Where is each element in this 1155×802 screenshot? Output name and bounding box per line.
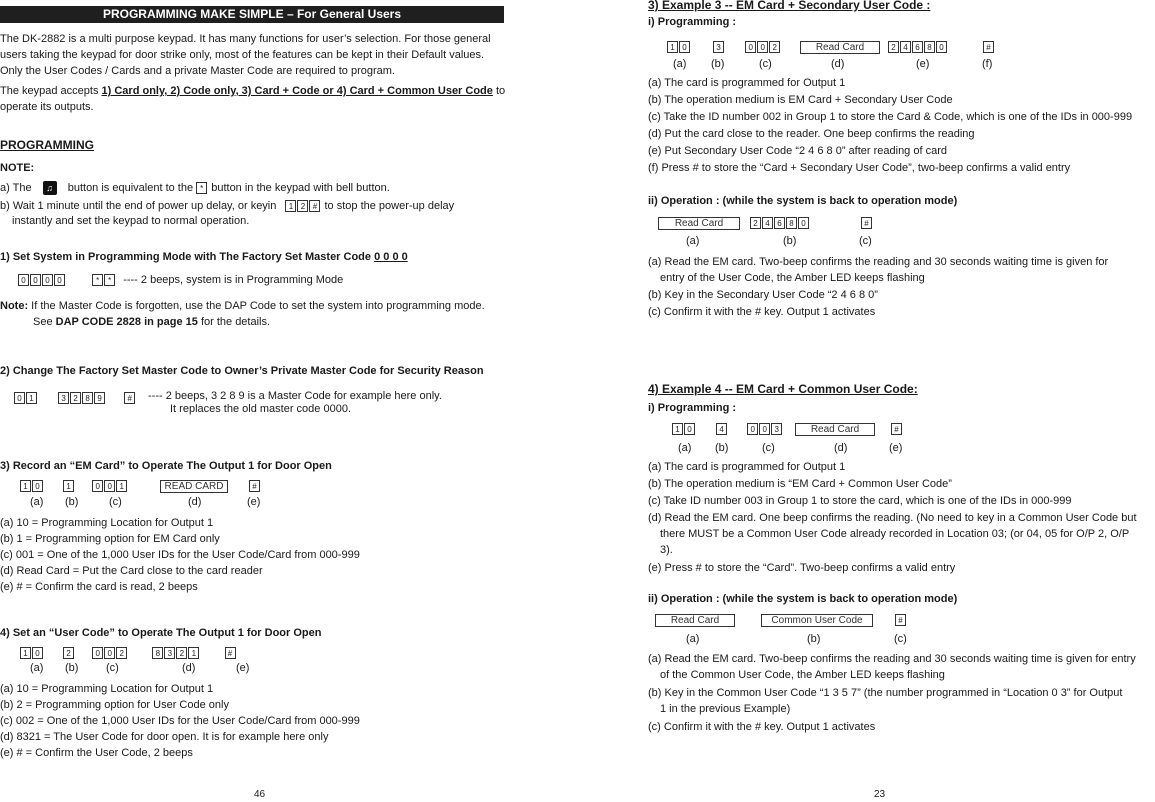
key-icon: 1 (285, 200, 296, 212)
list-item: (d) Put the card close to the reader. One beep confirms the reading (648, 128, 975, 140)
section-2-heading: 2) Change The Factory Set Master Code to Owner’s Private Master Code for Security Reason (0, 365, 484, 377)
hash-key-icon: # (249, 480, 260, 492)
read-card-box: Read Card (655, 614, 735, 627)
key-icon: 2 (888, 41, 899, 53)
note-b: b) Wait 1 minute until the end of power up delay, or keyin 1 2 # to stop the power-up delay (0, 200, 455, 212)
section-3-list (0, 515, 360, 595)
example-4-operation-heading: ii) Operation : (while the system is back to operation mode) (648, 593, 958, 605)
key-icon: 0 (92, 480, 103, 492)
label-e: (e) (247, 496, 261, 508)
key-icon: 0 (42, 274, 53, 286)
example-3-keys (667, 41, 781, 53)
label-b: (b) (807, 633, 821, 645)
star-key-icon: * (104, 274, 115, 286)
list-item: (c) Take ID number 003 in Group 1 to store the card, which is one of the IDs in 000-999 (648, 495, 1072, 507)
example-3-list (648, 75, 1132, 177)
star-key-icon: * (92, 274, 103, 286)
list-item-cont: 1 in the previous Example) (660, 703, 791, 715)
read-card-box: READ CARD (160, 480, 228, 493)
key-icon: 0 (936, 41, 947, 53)
list-item: (a) Read the EM card. Two-beep confirms the reading and 30 seconds waiting time is given for (648, 256, 1109, 268)
example-4-heading: 4) Example 4 -- EM Card + Common User Code: (648, 382, 918, 396)
key-icon: 0 (18, 274, 29, 286)
key-icon: 2 (176, 647, 187, 659)
key-icon: 1 (188, 647, 199, 659)
key-icon: 1 (20, 480, 31, 492)
key-icon: 1 (63, 480, 74, 492)
label-d: (d) (834, 442, 848, 454)
example-3-operation-list (648, 254, 1108, 320)
list-item: (c) Confirm it with the # key. Output 1 activates (648, 721, 876, 733)
left-page (0, 0, 520, 802)
key-icon: 3 (164, 647, 175, 659)
label-d: (d) (831, 58, 845, 70)
section-3-keys (20, 480, 128, 492)
key-icon: 4 (716, 423, 727, 435)
label-b: (b) (711, 58, 725, 70)
list-item: (b) 1 = Programming option for EM Card only (0, 533, 220, 545)
key-icon: 0 (684, 423, 695, 435)
label-a: (a) (30, 496, 44, 508)
list-item-cont: there MUST be a Common User Code already recorded in Location 03; (or 04, 05 for O/P 2, O/P (660, 528, 1130, 540)
label-c: (c) (894, 633, 907, 645)
label-c: (c) (762, 442, 775, 454)
list-item: (e) # = Confirm the card is read, 2 beeps (0, 581, 198, 593)
hash-key-icon: # (891, 423, 902, 435)
section-4-list (0, 681, 360, 761)
list-item: (b) The operation medium is EM Card + Secondary User Code (648, 94, 953, 106)
read-card-box: Read Card (800, 41, 880, 54)
note-heading: NOTE: (0, 162, 35, 174)
list-item: (a) The card is programmed for Output 1 (648, 77, 846, 89)
list-item: (b) Key in the Common User Code “1 3 5 7” (the number programmed in “Location 0 3” for Output (648, 687, 1123, 699)
section-3-heading: 3) Record an “EM Card” to Operate The Output 1 for Door Open (0, 460, 332, 472)
list-item: (e) # = Confirm the User Code, 2 beeps (0, 747, 193, 759)
list-item-cont: of the Common User Code, the Amber LED keeps flashing (660, 669, 945, 681)
hash-key-icon: # (983, 41, 994, 53)
label-a: (a) (673, 58, 687, 70)
example-3-heading: 3) Example 3 -- EM Card + Secondary User Code : (648, 0, 931, 12)
read-card-box: Read Card (658, 217, 740, 230)
example-4-keys (672, 423, 783, 435)
list-item: (a) Read the EM card. Two-beep confirms the reading and 30 seconds waiting time is given for entry (648, 653, 1136, 665)
key-icon: 0 (679, 41, 690, 53)
key-icon: 4 (762, 217, 773, 229)
label-c: (c) (759, 58, 772, 70)
key-icon: 0 (14, 392, 25, 404)
hash-key-icon: # (124, 392, 135, 404)
list-item-cont: 3). (660, 544, 673, 556)
example-4-subheading: i) Programming : (648, 402, 737, 414)
label-d: (d) (182, 662, 196, 674)
key-icon: 0 (104, 480, 115, 492)
key-icon: 0 (745, 41, 756, 53)
hash-key-icon: # (309, 200, 320, 212)
list-item: (d) 8321 = The User Code for door open. It is for example here only (0, 731, 329, 743)
key-icon: 2 (297, 200, 308, 212)
label-a: (a) (30, 662, 44, 674)
label-b: (b) (65, 662, 79, 674)
intro-paragraph: The DK-2882 is a multi purpose keypad. It has many functions for user’s selection. For those general users taking the keypad for door strike only, most of the features can be kept in their Default values. Only the User Codes / Cards and a private Master Code are required to program. (0, 33, 491, 77)
page-number: 23 (874, 789, 886, 800)
key-icon: 1 (667, 41, 678, 53)
section-2-result-cont: It replaces the old master code 0000. (170, 403, 351, 415)
section-1-keys: 0 0 0 0 * * ---- 2 beeps, system is in Programming Mode (18, 274, 343, 286)
page-banner: PROGRAMMING MAKE SIMPLE – For General Users (0, 6, 504, 23)
key-icon: 8 (82, 392, 93, 404)
list-item: (b) 2 = Programming option for User Code only (0, 699, 229, 711)
accepts-modes: 1) Card only, 2) Code only, 3) Card + Code or 4) Card + Common User Code (101, 85, 493, 97)
key-icon: 1 (116, 480, 127, 492)
key-icon: 0 (798, 217, 809, 229)
key-icon: 2 (116, 647, 127, 659)
accepts-paragraph: The keypad accepts 1) Card only, 2) Code only, 3) Card + Code or 4) Card + Common User Code to operate its outputs. (0, 85, 506, 113)
bell-icon: ♫ (43, 181, 57, 195)
label-e: (e) (889, 442, 903, 454)
right-page (640, 0, 1155, 802)
section-4-heading: 4) Set an “User Code” to Operate The Output 1 for Door Open (0, 627, 322, 639)
key-icon: 2 (63, 647, 74, 659)
key-icon: 1 (20, 647, 31, 659)
key-icon: 8 (152, 647, 163, 659)
key-icon: 8 (786, 217, 797, 229)
note-b-cont: instantly and set the keypad to normal operation. (12, 215, 250, 227)
hash-key-icon: # (225, 647, 236, 659)
section-1-note: Note: If the Master Code is forgotten, use the DAP Code to set the system into programming mode. (0, 300, 485, 312)
example-4-list (648, 459, 1137, 577)
list-item: (d) Read Card = Put the Card close to the card reader (0, 565, 263, 577)
key-icon: 9 (94, 392, 105, 404)
section-4-keys (20, 647, 237, 659)
key-icon: 3 (713, 41, 724, 53)
section-1-note-cont: See DAP CODE 2828 in page 15 for the details. (33, 316, 271, 328)
key-icon: 0 (92, 647, 103, 659)
label-c: (c) (859, 235, 872, 247)
note-a: a) The ♫ button is equivalent to the * button in the keypad with bell button. (0, 181, 390, 194)
list-item: (b) The operation medium is “EM Card + Common User Code” (648, 478, 952, 490)
label-e: (e) (916, 58, 930, 70)
list-item: (c) 001 = One of the 1,000 User IDs for the User Code/Card from 000-999 (0, 549, 360, 561)
label-e: (e) (236, 662, 250, 674)
section-2-result: ---- 2 beeps, 3 2 8 9 is a Master Code for example here only. (148, 390, 442, 402)
label-a: (a) (678, 442, 692, 454)
key-icon: 6 (774, 217, 785, 229)
key-icon: 0 (32, 480, 43, 492)
list-item: (c) Confirm it with the # key. Output 1 activates (648, 306, 876, 318)
key-icon: 2 (70, 392, 81, 404)
programming-heading: PROGRAMMING (0, 138, 94, 152)
label-d: (d) (188, 496, 202, 508)
read-card-box: Read Card (795, 423, 875, 436)
common-user-code-box: Common User Code (761, 614, 873, 627)
list-item: (c) Take the ID number 002 in Group 1 to store the Card & Code, which is one of the IDs in 000-999 (648, 111, 1133, 123)
hash-key-icon: # (895, 614, 906, 626)
label-b: (b) (715, 442, 729, 454)
list-item: (a) 10 = Programming Location for Output 1 (0, 517, 214, 529)
key-icon: 6 (912, 41, 923, 53)
key-icon: 2 (750, 217, 761, 229)
label-c: (c) (109, 496, 122, 508)
key-icon: 2 (769, 41, 780, 53)
list-item: (f) Press # to store the “Card + Secondary User Code”, two-beep confirms a valid entry (648, 162, 1071, 174)
key-icon: 0 (30, 274, 41, 286)
key-icon: 3 (58, 392, 69, 404)
label-f: (f) (982, 58, 993, 70)
list-item: (d) Read the EM card. One beep confirms the reading. (No need to key in a Common User Code but (648, 512, 1137, 524)
key-icon: 0 (757, 41, 768, 53)
key-icon: 1 (26, 392, 37, 404)
hash-key-icon: # (861, 217, 872, 229)
list-item: (a) 10 = Programming Location for Output 1 (0, 683, 214, 695)
example-3-operation-heading: ii) Operation : (while the system is back to operation mode) (648, 195, 958, 207)
label-a: (a) (686, 633, 700, 645)
label-c: (c) (106, 662, 119, 674)
list-item: (e) Put Secondary User Code “2 4 6 8 0” after reading of card (648, 145, 947, 157)
key-icon: 0 (104, 647, 115, 659)
example-4-operation-list (648, 651, 1136, 735)
page-number: 46 (254, 789, 266, 800)
list-item-cont: entry of the User Code, the Amber LED keeps flashing (660, 272, 925, 284)
label-a: (a) (686, 235, 700, 247)
section-1-heading: 1) Set System in Programming Mode with The Factory Set Master Code 0 0 0 0 (0, 251, 408, 263)
key-icon: 0 (54, 274, 65, 286)
key-icon: 4 (900, 41, 911, 53)
key-icon: 0 (759, 423, 770, 435)
star-key-icon: * (196, 182, 207, 194)
label-b: (b) (783, 235, 797, 247)
key-icon: 0 (32, 647, 43, 659)
key-icon: 8 (924, 41, 935, 53)
list-item: (b) Key in the Secondary User Code “2 4 6 8 0” (648, 289, 878, 301)
section-2-keys (14, 392, 136, 404)
list-item: (a) The card is programmed for Output 1 (648, 461, 846, 473)
example-3-subheading: i) Programming : (648, 16, 737, 28)
key-icon: 1 (672, 423, 683, 435)
label-b: (b) (65, 496, 79, 508)
list-item: (e) Press # to store the “Card”. Two-beep confirms a valid entry (648, 562, 956, 574)
list-item: (c) 002 = One of the 1,000 User IDs for the User Code/Card from 000-999 (0, 715, 360, 727)
key-icon: 0 (747, 423, 758, 435)
key-icon: 3 (771, 423, 782, 435)
